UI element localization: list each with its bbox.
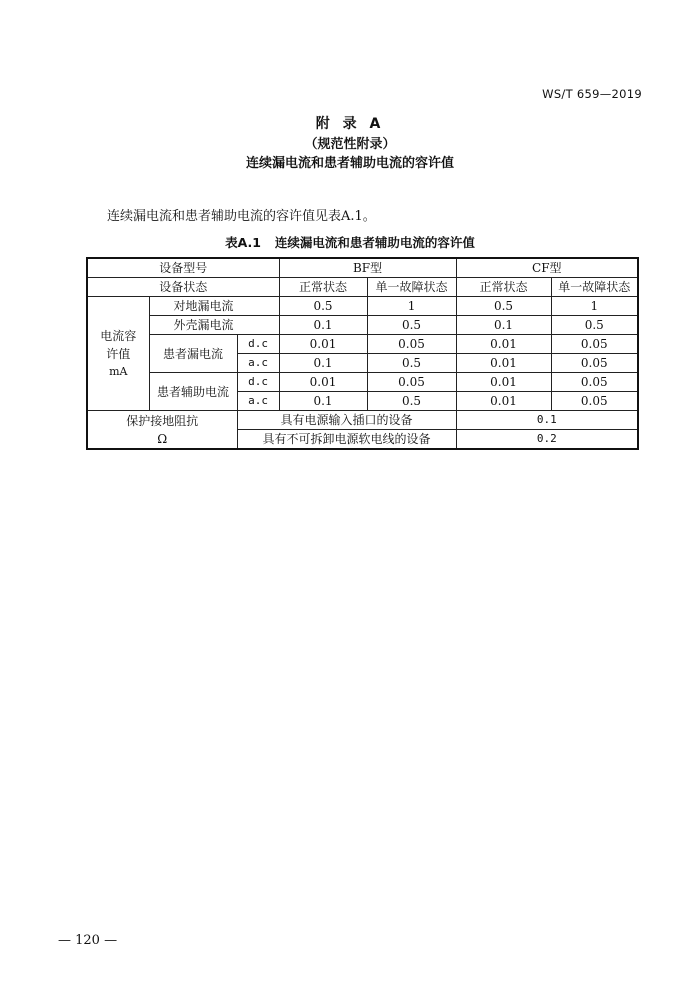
group-label-line2: 许值 [106, 346, 131, 361]
table-row [87, 297, 638, 316]
cell-value: 0.05 [551, 335, 638, 354]
intro-text: 连续漏电流和患者辅助电流的容许值见表A.1。 [107, 209, 376, 224]
header-cf-fault: 单一故障状态 [551, 278, 638, 297]
current-limit-group-label [87, 297, 149, 411]
cell-value: 0.05 [367, 373, 456, 392]
row-label-ground-impedance [87, 411, 237, 450]
mode-ac: a.c [237, 354, 279, 373]
cell-value: 0.01 [456, 354, 551, 373]
header-device-type: 设备型号 [87, 258, 279, 278]
mode-dc: d.c [237, 373, 279, 392]
cell-value: 0.1 [279, 392, 367, 411]
cell-value: 0.5 [367, 354, 456, 373]
ground-value: 0.1 [456, 411, 638, 430]
cell-value: 0.05 [551, 354, 638, 373]
cell-value: 0.5 [279, 297, 367, 316]
mode-ac: a.c [237, 392, 279, 411]
leakage-current-table [86, 257, 639, 450]
cell-value: 0.5 [551, 316, 638, 335]
table-caption-title: 连续漏电流和患者辅助电流的容许值 [274, 235, 475, 250]
header-cf-normal: 正常状态 [456, 278, 551, 297]
ground-device-inlet: 具有电源输入插口的设备 [237, 411, 456, 430]
row-label-enclosure-leakage: 外壳漏电流 [149, 316, 279, 335]
cell-value: 0.01 [456, 392, 551, 411]
ground-value: 0.2 [456, 430, 638, 450]
header-device-state: 设备状态 [87, 278, 279, 297]
doc-code: WS/T 659—2019 [542, 87, 642, 101]
cell-value: 1 [367, 297, 456, 316]
header-bf-fault: 单一故障状态 [367, 278, 456, 297]
ground-impedance-label: 保护接地阻抗 [126, 413, 199, 428]
header-cf-type: CF型 [456, 258, 638, 278]
table-row [87, 373, 638, 392]
cell-value: 0.05 [367, 335, 456, 354]
mode-dc: d.c [237, 335, 279, 354]
cell-value: 0.01 [456, 373, 551, 392]
appendix-type: （规范性附录） [304, 137, 396, 152]
cell-value: 1 [551, 297, 638, 316]
table-row [87, 335, 638, 354]
row-label-patient-leakage: 患者漏电流 [149, 335, 237, 373]
table-row [87, 258, 638, 278]
cell-value: 0.01 [279, 335, 367, 354]
header-bf-type: BF型 [279, 258, 456, 278]
cell-value: 0.01 [456, 335, 551, 354]
cell-value: 0.5 [367, 392, 456, 411]
ground-device-fixed-cord: 具有不可拆卸电源软电线的设备 [237, 430, 456, 450]
header-bf-normal: 正常状态 [279, 278, 367, 297]
appendix-name: 连续漏电流和患者辅助电流的容许值 [245, 156, 454, 171]
table-caption [0, 233, 700, 251]
cell-value: 0.1 [456, 316, 551, 335]
row-label-earth-leakage: 对地漏电流 [149, 297, 279, 316]
ground-impedance-unit: Ω [157, 431, 168, 446]
cell-value: 0.1 [279, 354, 367, 373]
table-row [87, 316, 638, 335]
group-label-line1: 电流容 [100, 328, 137, 343]
table-caption-number: 表A.1 [225, 235, 261, 250]
table-row [87, 411, 638, 430]
cell-value: 0.1 [279, 316, 367, 335]
appendix-title: 附 录 A [315, 116, 385, 132]
table-row [87, 278, 638, 297]
row-label-patient-auxiliary: 患者辅助电流 [149, 373, 237, 411]
cell-value: 0.01 [279, 373, 367, 392]
cell-value: 0.05 [551, 373, 638, 392]
page-number: — 120 — [58, 933, 118, 948]
cell-value: 0.05 [551, 392, 638, 411]
cell-value: 0.5 [456, 297, 551, 316]
cell-value: 0.5 [367, 316, 456, 335]
group-label-unit: mA [109, 364, 128, 378]
